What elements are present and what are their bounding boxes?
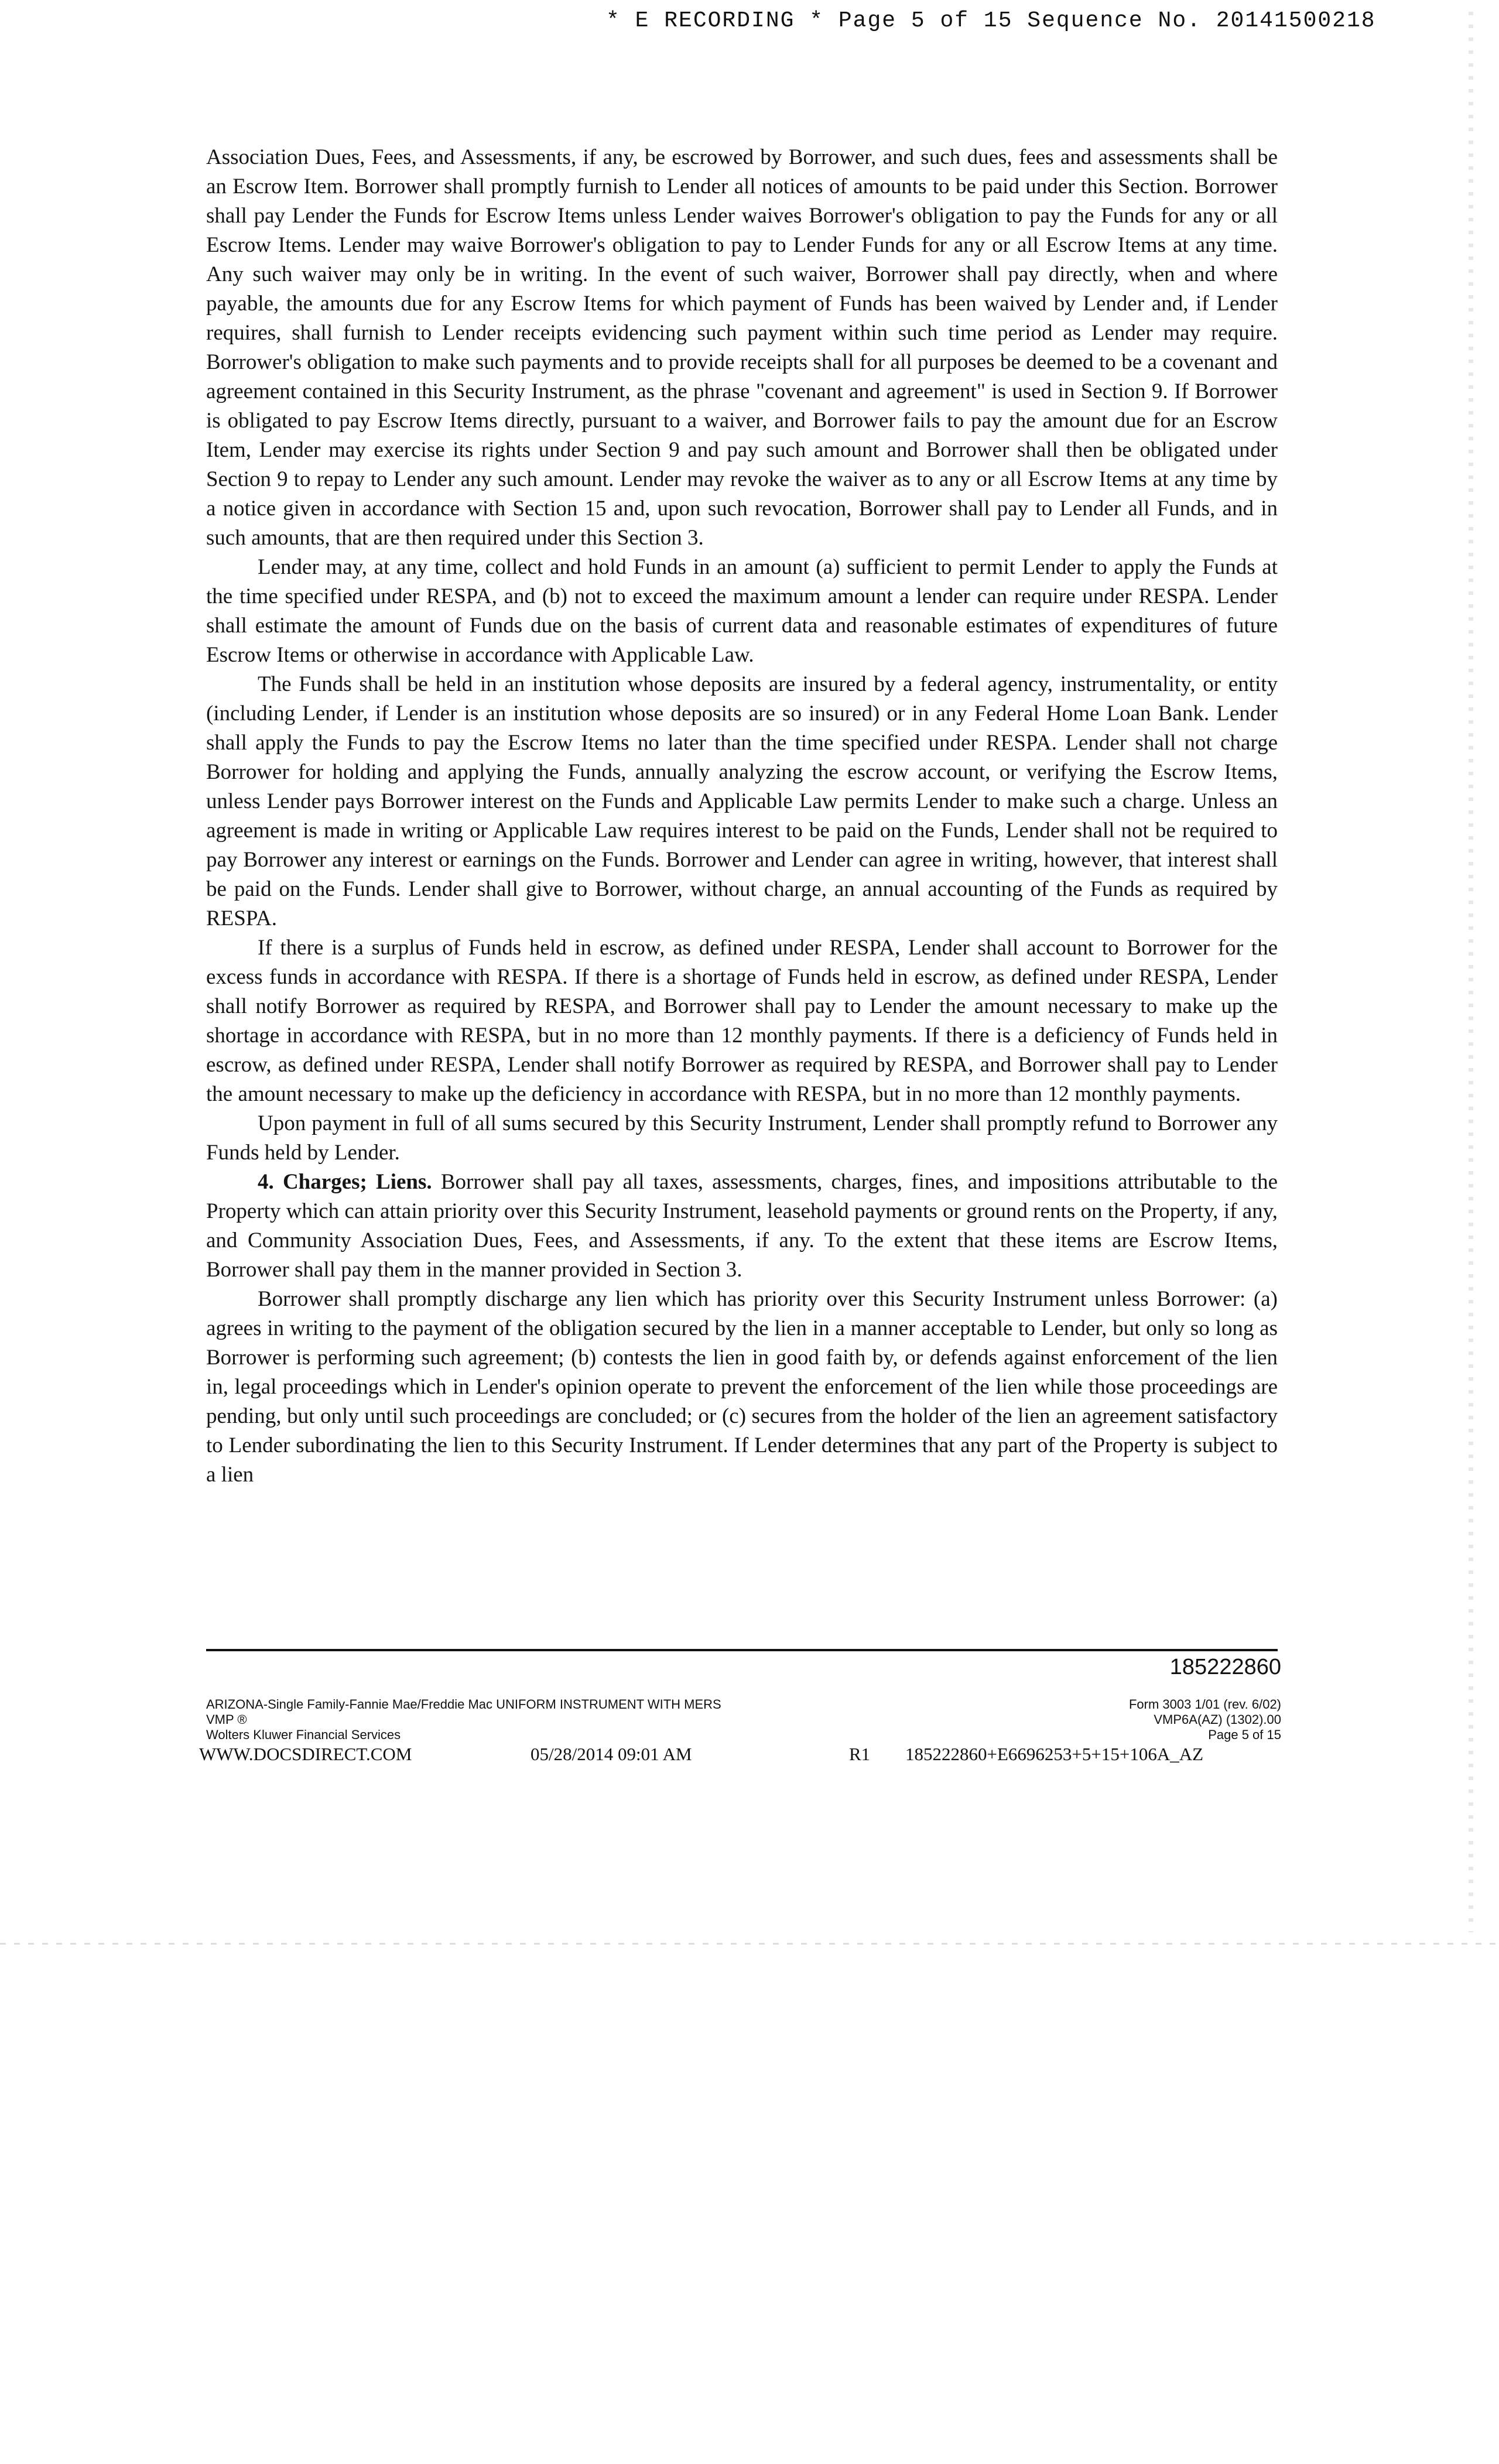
document-body bbox=[206, 143, 1278, 1490]
paragraph-discharge-lien: Borrower shall promptly discharge any lien which has priority over this Security Instrument unless Borrower: (a) agrees in writing to the payment of the obligation secured by the lien in a manner acceptable to Lender, but only so long as Borrower is performing such agreement; (b) contests the lien in good faith by, or defends against enforcement of the lien in, legal proceedings which in Lender's opinion operate to prevent the enforcement of the lien while those proceedings are pending, but only until such proceedings are concluded; or (c) secures from the holder of the lien an agreement satisfactory to Lender subordinating the lien to this Security Instrument. If Lender determines that any part of the Property is subject to a lien bbox=[206, 1287, 1278, 1487]
footer-divider bbox=[206, 1649, 1278, 1651]
publisher: Wolters Kluwer Financial Services bbox=[206, 1727, 401, 1742]
loan-number: 185222860 bbox=[1169, 1655, 1281, 1679]
form-info-right bbox=[1129, 1697, 1281, 1743]
form-code: VMP6A(AZ) (1302).00 bbox=[1154, 1712, 1281, 1727]
scan-edge-right bbox=[1469, 12, 1473, 1932]
document-id: 185222860+E6696253+5+15+106A_AZ bbox=[905, 1744, 1204, 1764]
paragraph-refund: Upon payment in full of all sums secured by this Security Instrument, Lender shall promptly refund to Borrower any Funds held by Lender. bbox=[206, 1111, 1278, 1165]
vmp-mark: VMP ® bbox=[206, 1712, 247, 1727]
form-number: Form 3003 1/01 (rev. 6/02) bbox=[1128, 1697, 1281, 1712]
section-4-paragraph bbox=[206, 1168, 1278, 1285]
paragraph-collect-funds: Lender may, at any time, collect and hold Funds in an amount (a) sufficient to permit Lender to apply the Funds at the time specified under RESPA, and (b) not to exceed the maximum amount a lender can require under RESPA. Lender shall estimate the amount of Funds due on the basis of current data and reasonable estimates of expenditures of future Escrow Items or otherwise in accordance with Applicable Law. bbox=[206, 555, 1278, 667]
section-4-heading: 4. Charges; Liens. bbox=[258, 1170, 432, 1194]
website: WWW.DOCSDIRECT.COM bbox=[199, 1744, 412, 1764]
paragraph-funds-held: The Funds shall be held in an institution whose deposits are insured by a federal agency, instrumentality, or entity (including Lender, if Lender is an institution whose deposits are so insured) or in any Federal Home Loan Bank. Lender shall apply the Funds to pay the Escrow Items no later than the time specified under RESPA. Lender shall not charge Borrower for holding and applying the Funds, annually analyzing the escrow account, or verifying the Escrow Items, unless Lender pays Borrower interest on the Funds and Applicable Law permits Lender to make such a charge. Unless an agreement is made in writing or Applicable Law requires interest to be paid on the Funds, Lender shall not be required to pay Borrower any interest or earnings on the Funds. Borrower and Lender can agree in writing, however, that interest shall be paid on the Funds. Lender shall give to Borrower, without charge, an annual accounting of the Funds as required by RESPA. bbox=[206, 672, 1278, 930]
scan-edge-bottom bbox=[0, 1943, 1499, 1945]
paragraph-escrow-waiver: Association Dues, Fees, and Assessments, if any, be escrowed by Borrower, and such dues, fees and assessments shall be an Escrow Item. Borrower shall promptly furnish to Lender all notices of amounts to be paid under this Section. Borrower shall pay Lender the Funds for Escrow Items unless Lender waives Borrower's obligation to pay the Funds for any or all Escrow Items. Lender may waive Borrower's obligation to pay to Lender Funds for any or all Escrow Items at any time. Any such waiver may only be in writing. In the event of such waiver, Borrower shall pay directly, when and where payable, the amounts due for any Escrow Items for which payment of Funds has been waived by Lender and, if Lender requires, shall furnish to Lender receipts evidencing such payment within such time period as Lender may require. Borrower's obligation to make such payments and to provide receipts shall for all purposes be deemed to be a covenant and agreement contained in this Security Instrument, as the phrase "covenant and agreement" is used in Section 9. If Borrower is obligated to pay Escrow Items directly, pursuant to a waiver, and Borrower fails to pay the amount due for an Escrow Item, Lender may exercise its rights under Section 9 and pay such amount and Borrower shall then be obligated under Section 9 to repay to Lender any such amount. Lender may revoke the waiver as to any or all Escrow Items at any time by a notice given in accordance with Section 15 and, upon such revocation, Borrower shall pay to Lender all Funds, and in such amounts, that are then required under this Section 3. bbox=[206, 145, 1278, 550]
recording-header: * E RECORDING * Page 5 of 15 Sequence No. 20141500218 bbox=[606, 8, 1376, 33]
form-info-left bbox=[206, 1697, 721, 1743]
page-of: Page 5 of 15 bbox=[1208, 1727, 1281, 1742]
revision: R1 bbox=[849, 1744, 871, 1764]
form-title: ARIZONA-Single Family-Fannie Mae/Freddie Mac UNIFORM INSTRUMENT WITH MERS bbox=[206, 1697, 721, 1712]
print-timestamp: 05/28/2014 09:01 AM bbox=[531, 1744, 692, 1764]
section-4-text: Borrower shall pay all taxes, assessments, charges, fines, and impositions attributable to the Property which can attain priority over this Security Instrument, leasehold payments or ground rents on the Property, if any, and Community Association Dues, Fees, and Assessments, if any. To the extent that these items are Escrow Items, Borrower shall pay them in the manner provided in Section 3. bbox=[206, 1170, 1278, 1282]
paragraph-surplus-shortage: If there is a surplus of Funds held in escrow, as defined under RESPA, Lender shall account to Borrower for the excess funds in accordance with RESPA. If there is a shortage of Funds held in escrow, as defined under RESPA, Lender shall notify Borrower as required by RESPA, and Borrower shall pay to Lender the amount necessary to make up the shortage in accordance with RESPA, but in no more than 12 monthly payments. If there is a deficiency of Funds held in escrow, as defined under RESPA, Lender shall notify Borrower as required by RESPA, and Borrower shall pay to Lender the amount necessary to make up the deficiency in accordance with RESPA, but in no more than 12 monthly payments. bbox=[206, 936, 1278, 1106]
